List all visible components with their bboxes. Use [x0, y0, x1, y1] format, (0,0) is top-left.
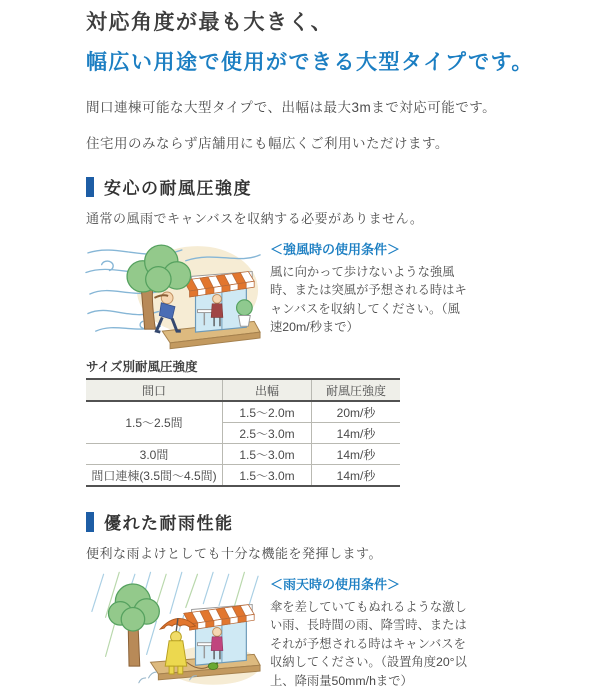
rain-condition-body: 傘を差していてもぬれるような激しい雨、長時間の雨、降雪時、またはそれが予想される時はキャンバスを収納してください。（設置角度20°以上、降雨量50mm/hまで）: [270, 600, 467, 688]
cell-strength: 14m/秒: [312, 465, 401, 487]
rain-scene-row: [86, 572, 572, 690]
cell-debaba: 2.5～3.0m: [223, 423, 312, 444]
page-title-line1: 対応角度が最も大きく、: [86, 11, 334, 34]
section-title-rain: 優れた耐雨性能: [104, 514, 234, 533]
cell-strength: 14m/秒: [312, 423, 401, 444]
rain-condition-title: ＜雨天時の使用条件＞: [270, 577, 401, 592]
intro-text-2: 住宅用のみならず店舗用にも幅広くご利用いただけます。: [86, 136, 449, 151]
intro-text-1: 間口連棟可能な大型タイプで、出幅は最大3mまで対応可能です。: [86, 100, 497, 115]
rain-lead-text: 便利な雨よけとしても十分な機能を発揮します。: [86, 546, 382, 561]
section-marker-bar: [86, 177, 94, 197]
rain-condition-block: [270, 572, 468, 690]
cell-debaba: 1.5～3.0m: [223, 444, 312, 465]
wind-strength-table: [86, 378, 400, 487]
wind-condition-title: ＜強風時の使用条件＞: [270, 242, 401, 257]
section-header-wind: [86, 174, 572, 199]
section-header-rain: [86, 509, 572, 534]
cell-strength: 14m/秒: [312, 444, 401, 465]
cell-maguchi: 3.0間: [86, 444, 223, 465]
col-header-maguchi: 間口: [86, 379, 223, 401]
cell-debaba: 1.5～2.0m: [223, 401, 312, 423]
cell-debaba: 1.5～3.0m: [223, 465, 312, 487]
cell-maguchi: 間口連棟(3.5間～4.5間): [86, 465, 223, 487]
col-header-debaba: 出幅: [223, 379, 312, 401]
wind-condition-block: [270, 237, 468, 337]
table-title: サイズ別耐風圧強度: [86, 360, 198, 374]
cell-maguchi: 1.5～2.5間: [125, 416, 183, 430]
page-title-line2: 幅広い用途で使用ができる大型タイプです。: [86, 51, 534, 74]
table-header-row: [86, 379, 400, 401]
section-marker-bar: [86, 512, 94, 532]
wind-scene-illustration: [86, 237, 262, 349]
table-row: [86, 401, 400, 423]
wind-scene-row: [86, 237, 572, 349]
wind-lead-text: 通常の風雨でキャンバスを収納する必要がありません。: [86, 211, 424, 226]
col-header-strength: 耐風圧強度: [312, 379, 401, 401]
cell-strength: 20m/秒: [312, 401, 401, 423]
table-row: [86, 465, 400, 487]
tree-icon: [108, 584, 159, 666]
table-row: [86, 444, 400, 465]
wind-condition-body: 風に向かって歩けないような強風時、または突風が予想される時はキャンバスを収納してください。（風速20m/秒まで）: [270, 265, 467, 335]
rain-scene-illustration: [86, 572, 262, 687]
section-title-wind: 安心の耐風圧強度: [104, 179, 252, 198]
